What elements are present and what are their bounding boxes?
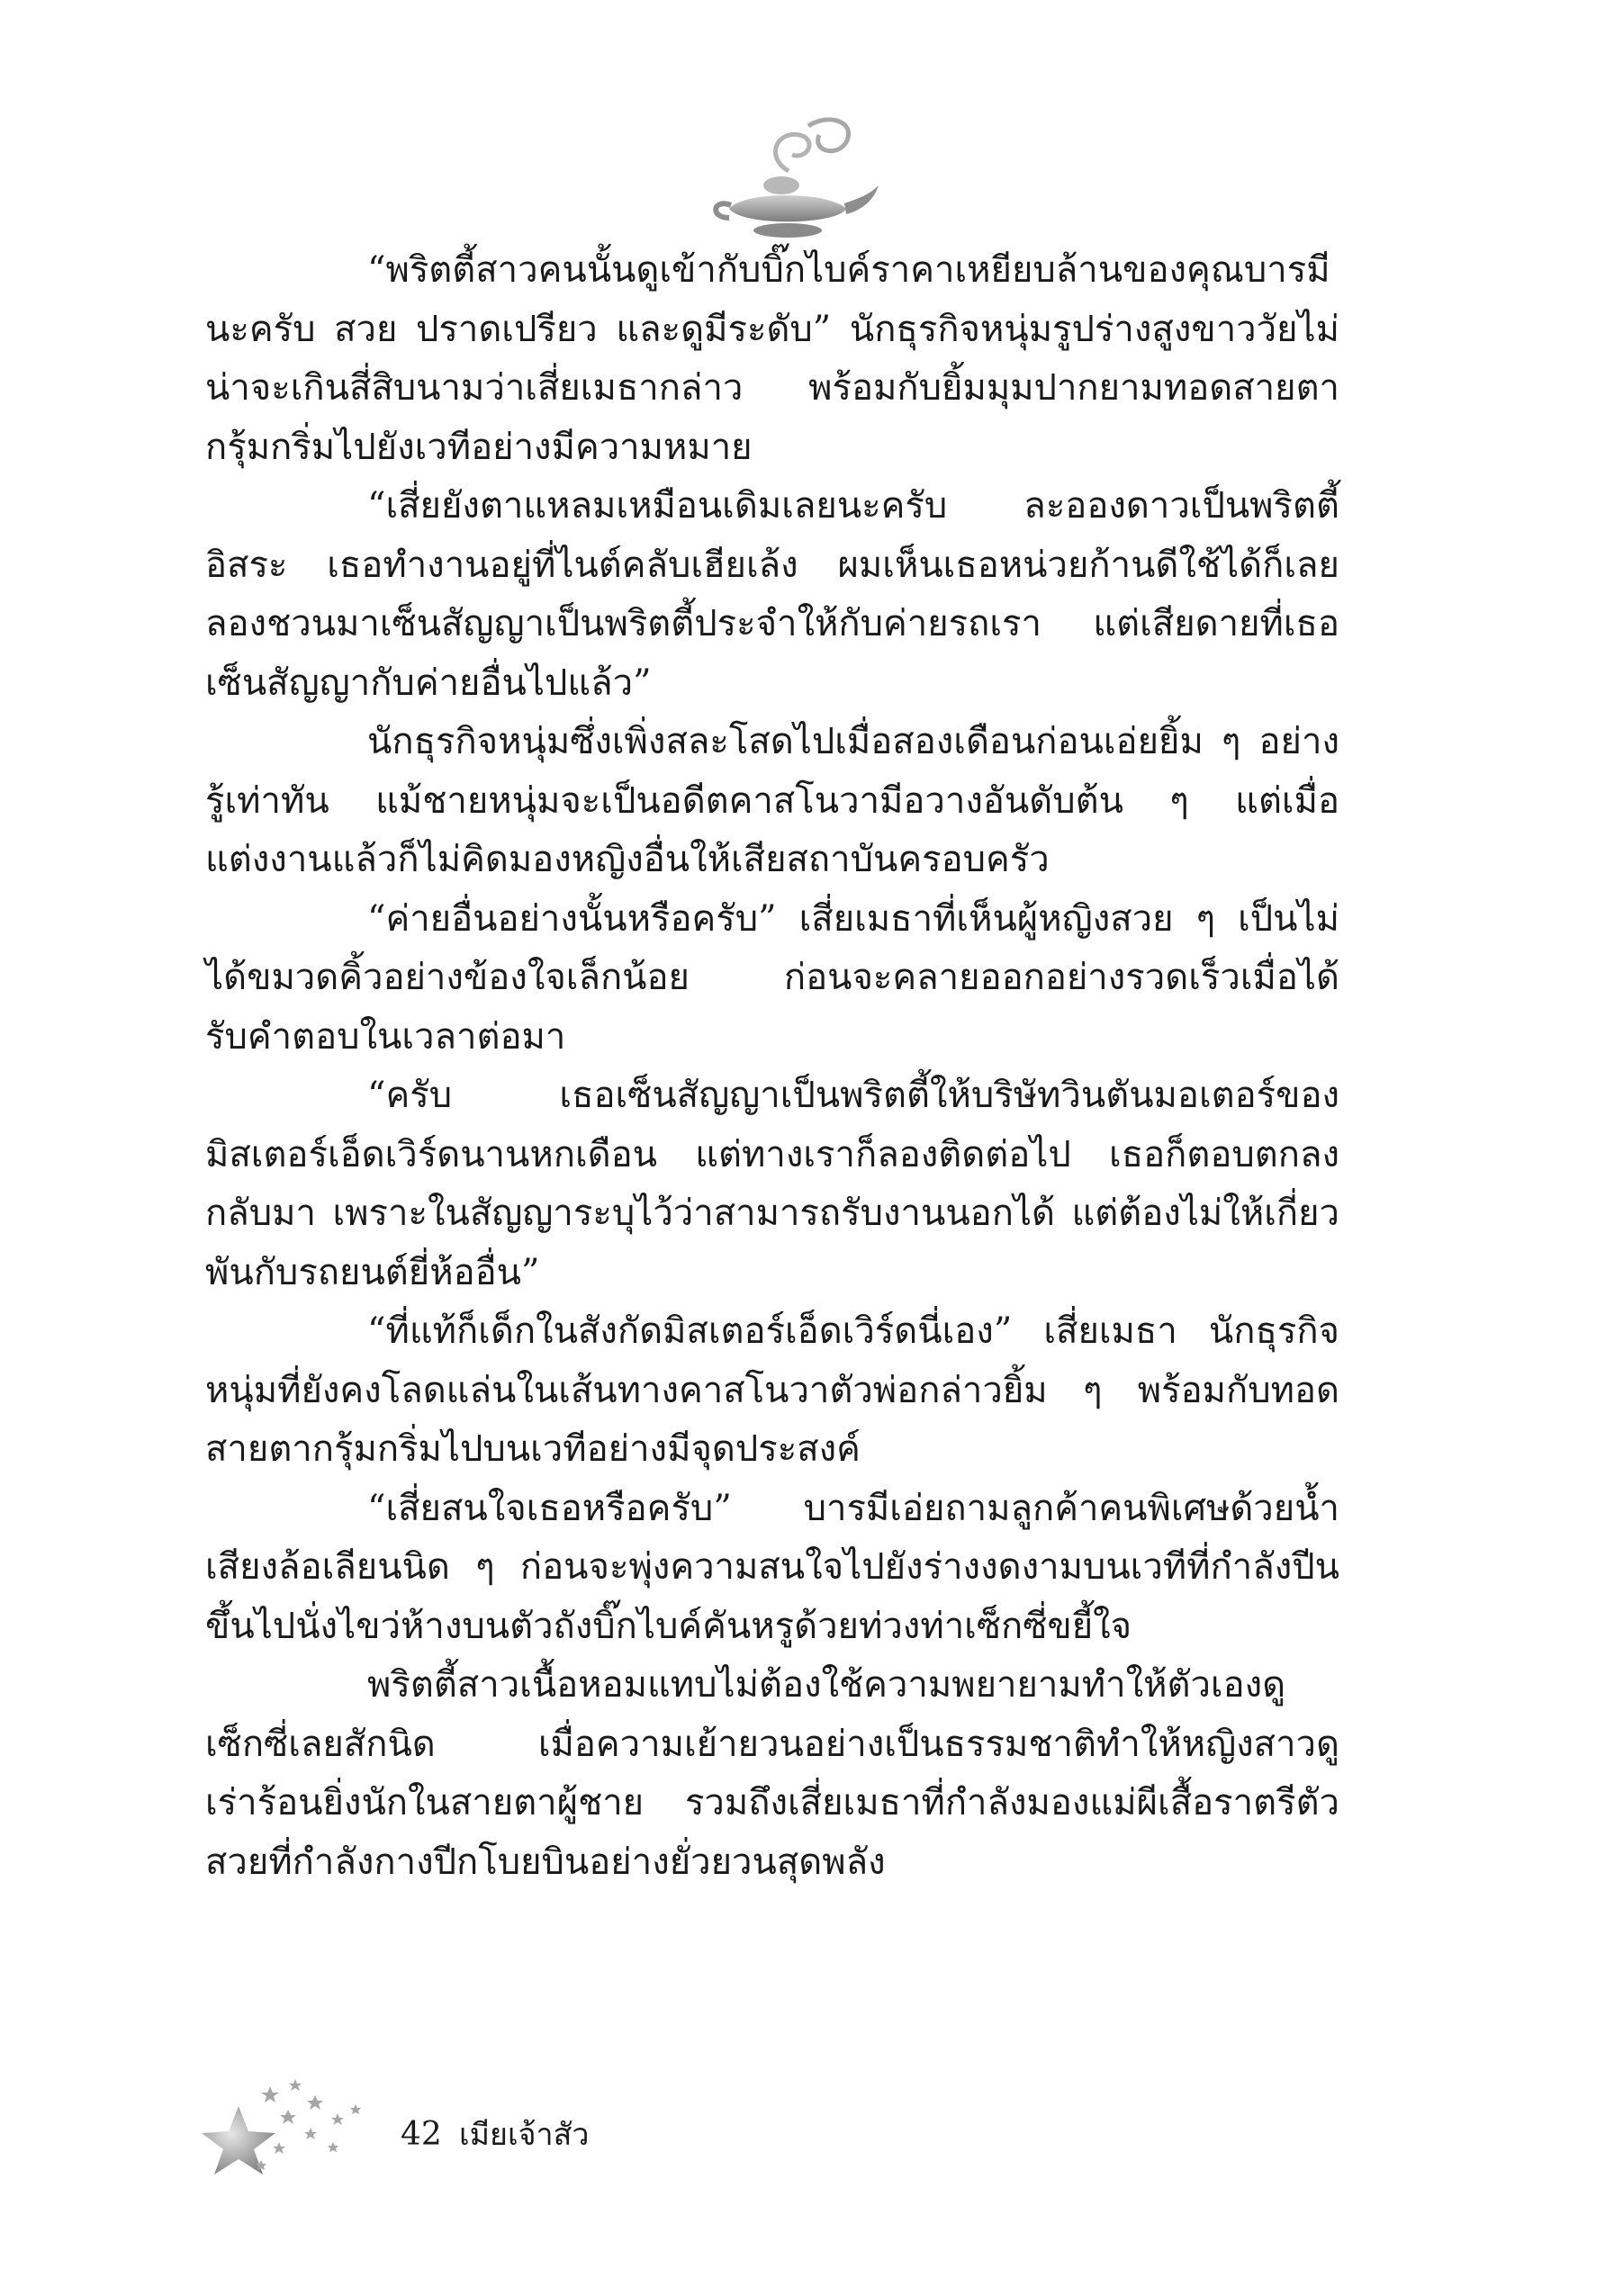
genie-lamp-icon <box>702 108 882 243</box>
paragraph-4: “ค่ายอื่นอย่างนั้นหรือครับ” เสี่ยเมธาที่เห็นผู้หญิงสวย ๆ เป็นไม่ได้ขมวดคิ้วอย่างข้องใจเล็กน้อย ก่อนจะคลายออกอย่างรวดเร็วเมื่อได้รับคำตอบในเวลาต่อมา <box>205 897 1339 1058</box>
paragraph-2: “เสี่ยยังตาแหลมเหมือนเดิมเลยนะครับ ละอองดาวเป็นพริตตี้อิสระ เธอทำงานอยู่ที่ไนต์คลับเฮียเล้ง ผมเห็นเธอหน่วยก้านดีใช้ได้ก็เลยลองชวนมาเซ็นสัญญาเป็นพริตตี้ประจำให้กับค่ายรถเรา แต่เสียดายที่เธอเซ็นสัญญากับค่ายอื่นไปแล้ว” <box>205 485 1339 704</box>
paragraph-6: “ที่แท้ก็เด็กในสังกัดมิสเตอร์เอ็ดเวิร์ดนี่เอง” เสี่ยเมธา นักธุรกิจหนุ่มที่ยังคงโลดแล่นในเส้นทางคาสโนวาตัวพ่อกล่าวยิ้ม ๆ พร้อมกับทอดสายตากรุ้มกริ่มไปบนเวทีอย่างมีจุดประสงค์ <box>205 1310 1339 1470</box>
paragraph-8: พริตตี้สาวเนื้อหอมแทบไม่ต้องใช้ความพยายามทำให้ตัวเองดูเซ็กซี่เลยสักนิด เมื่อความเย้ายวนอย่างเป็นธรรมชาติทำให้หญิงสาวดูเร่าร้อนยิ่งนักในสายตาผู้ชาย รวมถึงเสี่ยเมธาที่กำลังมองแม่ผีเสื้อราตรีตัวสวยที่กำลังกางปีกโบยบินอย่างยั่วยวนสุดพลัง <box>205 1664 1339 1883</box>
paragraph-7: “เสี่ยสนใจเธอหรือครับ” บารมีเอ่ยถามลูกค้าคนพิเศษด้วยน้ำเสียงล้อเลียนนิด ๆ ก่อนจะพุ่งความสนใจไปยังร่างงดงามบนเวทีที่กำลังปีนขึ้นไปนั่งไขว่ห้างบนตัวถังบิ๊กไบค์คันหรูด้วยท่วงท่าเซ็กซี่ขยี้ใจ <box>205 1487 1339 1647</box>
page-number: 42 <box>401 2116 442 2153</box>
paragraph-5: “ครับ เธอเซ็นสัญญาเป็นพริตตี้ให้บริษัทวินตันมอเตอร์ของมิสเตอร์เอ็ดเวิร์ดนานหกเดือน แต่ทางเราก็ลองติดต่อไป เธอก็ตอบตกลงกลับมา เพราะในสัญญาระบุไว้ว่าสามารถรับงานนอกได้ แต่ต้องไม่ให้เกี่ยวพันกับรถยนต์ยี่ห้ออื่น” <box>205 1075 1339 1293</box>
paragraph-1: “พริตตี้สาวคนนั้นดูเข้ากับบิ๊กไบค์ราคาเหยียบล้านของคุณบารมีนะครับ สวย ปราดเปรียว และดูมีระดับ” นักธุรกิจหนุ่มรูปร่างสูงขาววัยไม่น่าจะเกินสี่สิบนามว่าเสี่ยเมธากล่าว พร้อมกับยิ้มมุมปากยามทอดสายตากรุ้มกริ่มไปยังเวทีอย่างมีความหมาย <box>205 249 1339 468</box>
paragraph-3: นักธุรกิจหนุ่มซึ่งเพิ่งสละโสดไปเมื่อสองเดือนก่อนเอ่ยยิ้ม ๆ อย่างรู้เท่าทัน แม้ชายหนุ่มจะเป็นอดีตคาสโนวามีอวางอันดับต้น ๆ แต่เมื่อแต่งงานแล้วก็ไม่คิดมองหญิงอื่นให้เสียสถาบันครอบครัว <box>205 721 1339 880</box>
running-title: เมียเจ้าสัว <box>459 2117 590 2153</box>
page-footer <box>189 2070 729 2178</box>
chapter-text <box>205 241 1339 1892</box>
stars-icon <box>189 2070 387 2178</box>
